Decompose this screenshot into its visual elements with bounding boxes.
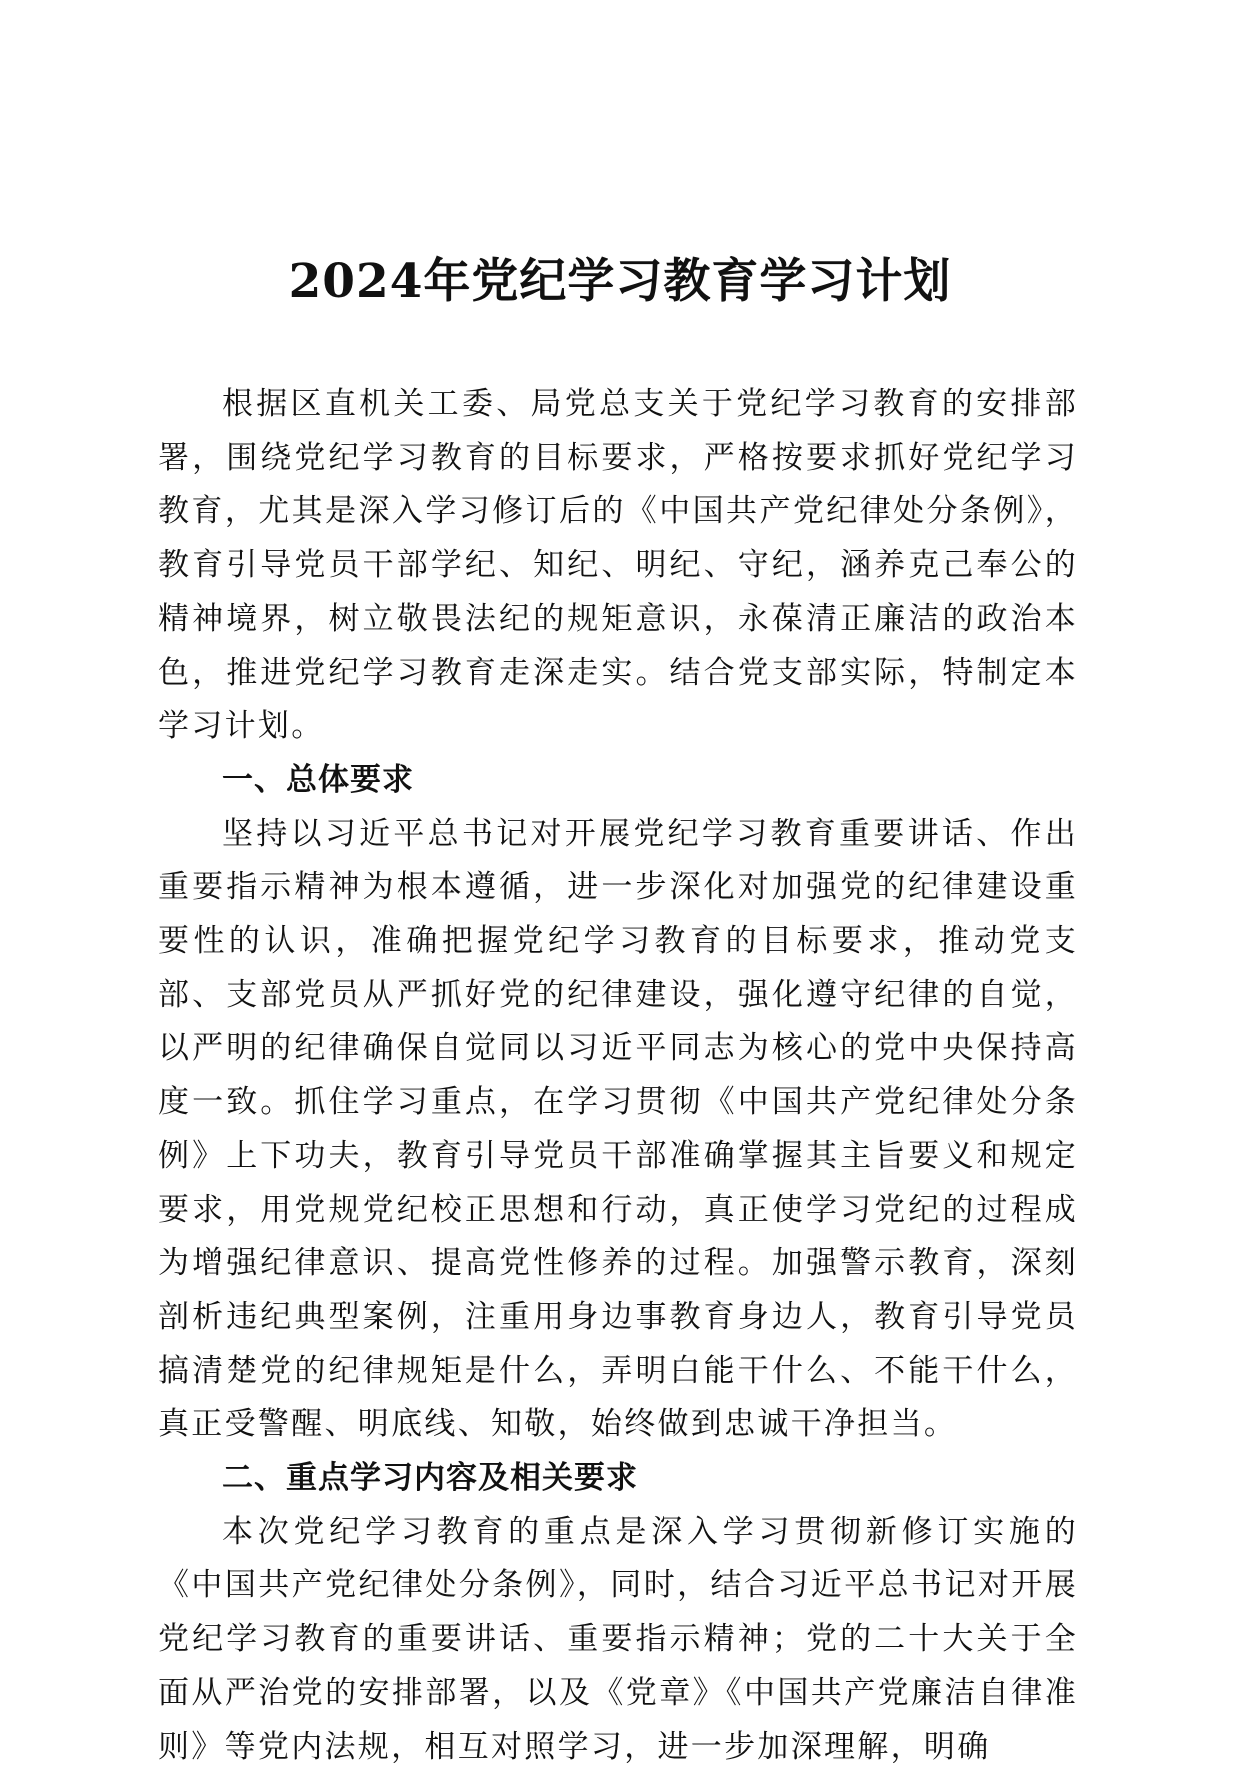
general-requirements-paragraph: 坚持以习近平总书记对开展党纪学习教育重要讲话、作出重要指示精神为根本遵循，进一步深化对加强党的纪律建设重要性的认识，准确把握党纪学习教育的目标要求，推动党支部、支部党员从严抓好党的纪律建设，强化遵守纪律的自觉，以严明的纪律确保自觉同以习近平同志为核心的党中央保持高度一致。抓住学习重点，在学习贯彻《中国共产党纪律处分条例》上下功夫，教育引导党员干部准确掌握其主旨要义和规定要求，用党规党纪校正思想和行动，真正使学习党纪的过程成为增强纪律意识、提高党性修养的过程。加强警示教育，深刻剖析违纪典型案例，注重用身边事教育身边人，教育引导党员搞清楚党的纪律规矩是什么，弄明白能干什么、不能干什么，真正受警醒、明底线、知敬，始终做到忠诚干净担当。 bbox=[158, 815, 1078, 1443]
intro-paragraph: 根据区直机关工委、局党总支关于党纪学习教育的安排部署，围绕党纪学习教育的目标要求，严格按要求抓好党纪学习教育，尤其是深入学习修订后的《中国共产党纪律处分条例》，教育引导党员干部学纪、知纪、明纪、守纪，涵养克己奉公的精神境界，树立敬畏法纪的规矩意识，永葆清正廉洁的政治本色，推进党纪学习教育走深走实。结合党支部实际，特制定本学习计划。 bbox=[158, 386, 1078, 745]
document-body bbox=[158, 378, 1078, 1774]
key-content-paragraph: 本次党纪学习教育的重点是深入学习贯彻新修订实施的《中国共产党纪律处分条例》，同时，结合习近平总书记对开展党纪学习教育的重要讲话、重要指示精神；党的二十大关于全面从严治党的安排部署，以及《党章》《中国共产党廉洁自律准则》等党内法规，相互对照学习，进一步加深理解，明确 bbox=[158, 1513, 1078, 1765]
section-heading-general-requirements: 一、总体要求 bbox=[222, 761, 414, 798]
section-heading-key-content: 二、重点学习内容及相关要求 bbox=[222, 1460, 638, 1497]
page-title: 2024年党纪学习教育学习计划 bbox=[288, 254, 952, 309]
